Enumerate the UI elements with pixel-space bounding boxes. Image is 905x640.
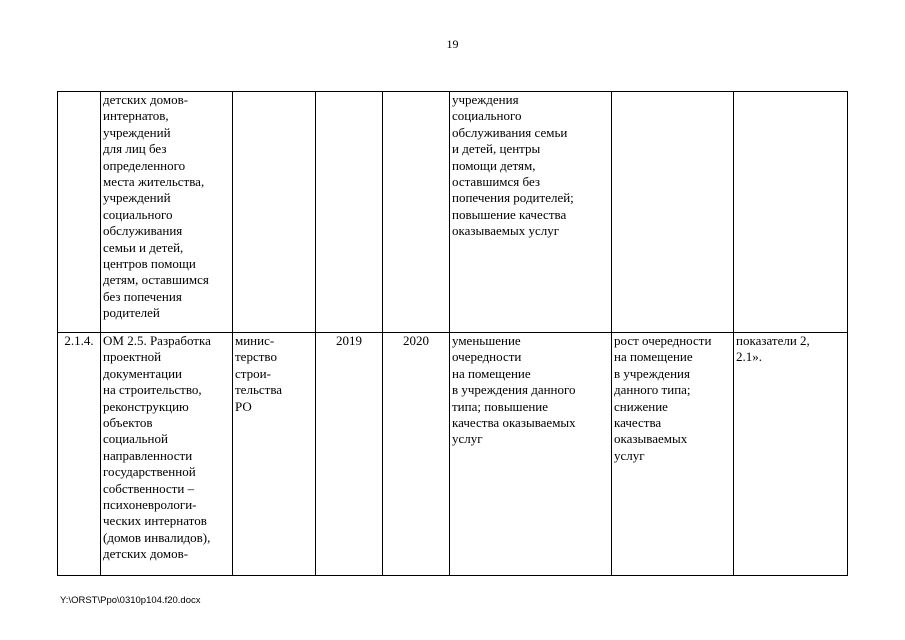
cell-text-line: направленности — [103, 447, 193, 463]
cell-text-line: детям, оставшимся — [103, 272, 209, 288]
cell-expected-result — [450, 92, 612, 333]
cell-text-line: на помещение — [452, 365, 531, 381]
cell-text-line: места жительства, — [103, 174, 205, 190]
cell-text-line: рост очередности — [614, 333, 712, 348]
cell-text-line: оставшимся без — [452, 174, 541, 190]
cell-text-line: услуг — [452, 431, 483, 447]
cell-executor — [233, 333, 316, 576]
cell-text-line: уменьшение — [452, 333, 521, 348]
cell-text-line: оказываемых услуг — [452, 223, 560, 239]
cell-text-line: социального — [103, 206, 173, 222]
cell-text-line: интернатов, — [103, 108, 169, 124]
cell-consequence — [612, 333, 734, 576]
cell-text-line: документации — [103, 365, 183, 381]
cell-text-line: качества оказываемых — [452, 415, 576, 431]
table-row — [58, 333, 848, 576]
cell-text-line: семьи и детей, — [103, 239, 184, 255]
cell-consequence — [612, 92, 734, 333]
cell-text-line: социальной — [103, 431, 168, 447]
cell-text-line: в учреждения данного — [452, 382, 576, 398]
cell-text-line: обслуживания семьи — [452, 124, 568, 140]
cell-indicators — [734, 333, 848, 576]
cell-number — [58, 92, 101, 333]
page-number: 19 — [446, 37, 459, 51]
cell-text-line: для лиц без — [103, 141, 167, 157]
cell-text-line: учреждений — [103, 124, 171, 140]
table-row — [58, 92, 848, 333]
cell-text-line: учреждений — [103, 190, 171, 206]
cell-text-line: снижение — [614, 398, 668, 414]
cell-text-line: повышение качества — [452, 206, 567, 222]
cell-text-line: на строительство, — [103, 382, 202, 398]
cell-text-line: родителей — [103, 305, 160, 321]
cell-text-line: учреждения — [452, 92, 519, 107]
cell-text-line: собственности – — [103, 480, 195, 496]
cell-text-line: услуг — [614, 447, 645, 463]
cell-text-line: обслуживания — [103, 223, 183, 239]
cell-text-line: терство — [235, 349, 277, 365]
cell-text-line: определенного — [103, 157, 186, 173]
cell-text-line: на помещение — [614, 349, 693, 365]
cell-text-line: (домов инвалидов), — [103, 529, 211, 545]
cell-text-line: строи- — [235, 365, 271, 381]
cell-text-line: ческих интернатов — [103, 513, 207, 529]
cell-text-line: реконструкцию — [103, 398, 189, 414]
cell-text-line: данного типа; — [614, 382, 691, 398]
cell-measure — [101, 92, 233, 333]
cell-text-line: РО — [235, 398, 252, 414]
cell-text-line: тельства — [235, 382, 283, 398]
cell-text-line: государственной — [103, 464, 196, 480]
cell-text-line: психоневрологи- — [103, 497, 197, 513]
cell-indicators — [734, 92, 848, 333]
cell-text-line: оказываемых — [614, 431, 688, 447]
footer-file-path: Y:\ORST\Ppo\0310p104.f20.docx — [60, 595, 201, 606]
cell-text-line: без попечения — [103, 288, 182, 304]
cell-text-line: качества — [614, 415, 662, 431]
cell-end-year — [383, 92, 450, 333]
cell-text-line: центров помощи — [103, 256, 196, 272]
cell-start-year — [316, 92, 383, 333]
cell-text-line: 2.1». — [736, 349, 762, 365]
cell-executor — [233, 92, 316, 333]
cell-text-line: детских домов- — [103, 92, 189, 107]
cell-start-year: 2019 — [316, 333, 383, 576]
cell-number: 2.1.4. — [58, 333, 101, 576]
cell-text-line: объектов — [103, 415, 153, 431]
cell-text-line: и детей, центры — [452, 141, 541, 157]
cell-text-line: минис- — [235, 333, 275, 348]
cell-text-line: социального — [452, 108, 522, 124]
cell-text-line: попечения родителей; — [452, 190, 574, 206]
cell-text-line: помощи детям, — [452, 157, 536, 173]
cell-end-year: 2020 — [383, 333, 450, 576]
cell-measure — [101, 333, 233, 576]
cell-text-line: проектной — [103, 349, 162, 365]
measures-table — [57, 91, 848, 576]
cell-text-line: ОМ 2.5. Разработка — [103, 333, 211, 348]
cell-text-line: типа; повышение — [452, 398, 549, 414]
cell-text-line: показатели 2, — [736, 333, 810, 348]
cell-expected-result — [450, 333, 612, 576]
cell-text-line: детских домов- — [103, 546, 189, 562]
cell-text-line: очередности — [452, 349, 522, 365]
cell-text-line: в учреждения — [614, 365, 690, 381]
